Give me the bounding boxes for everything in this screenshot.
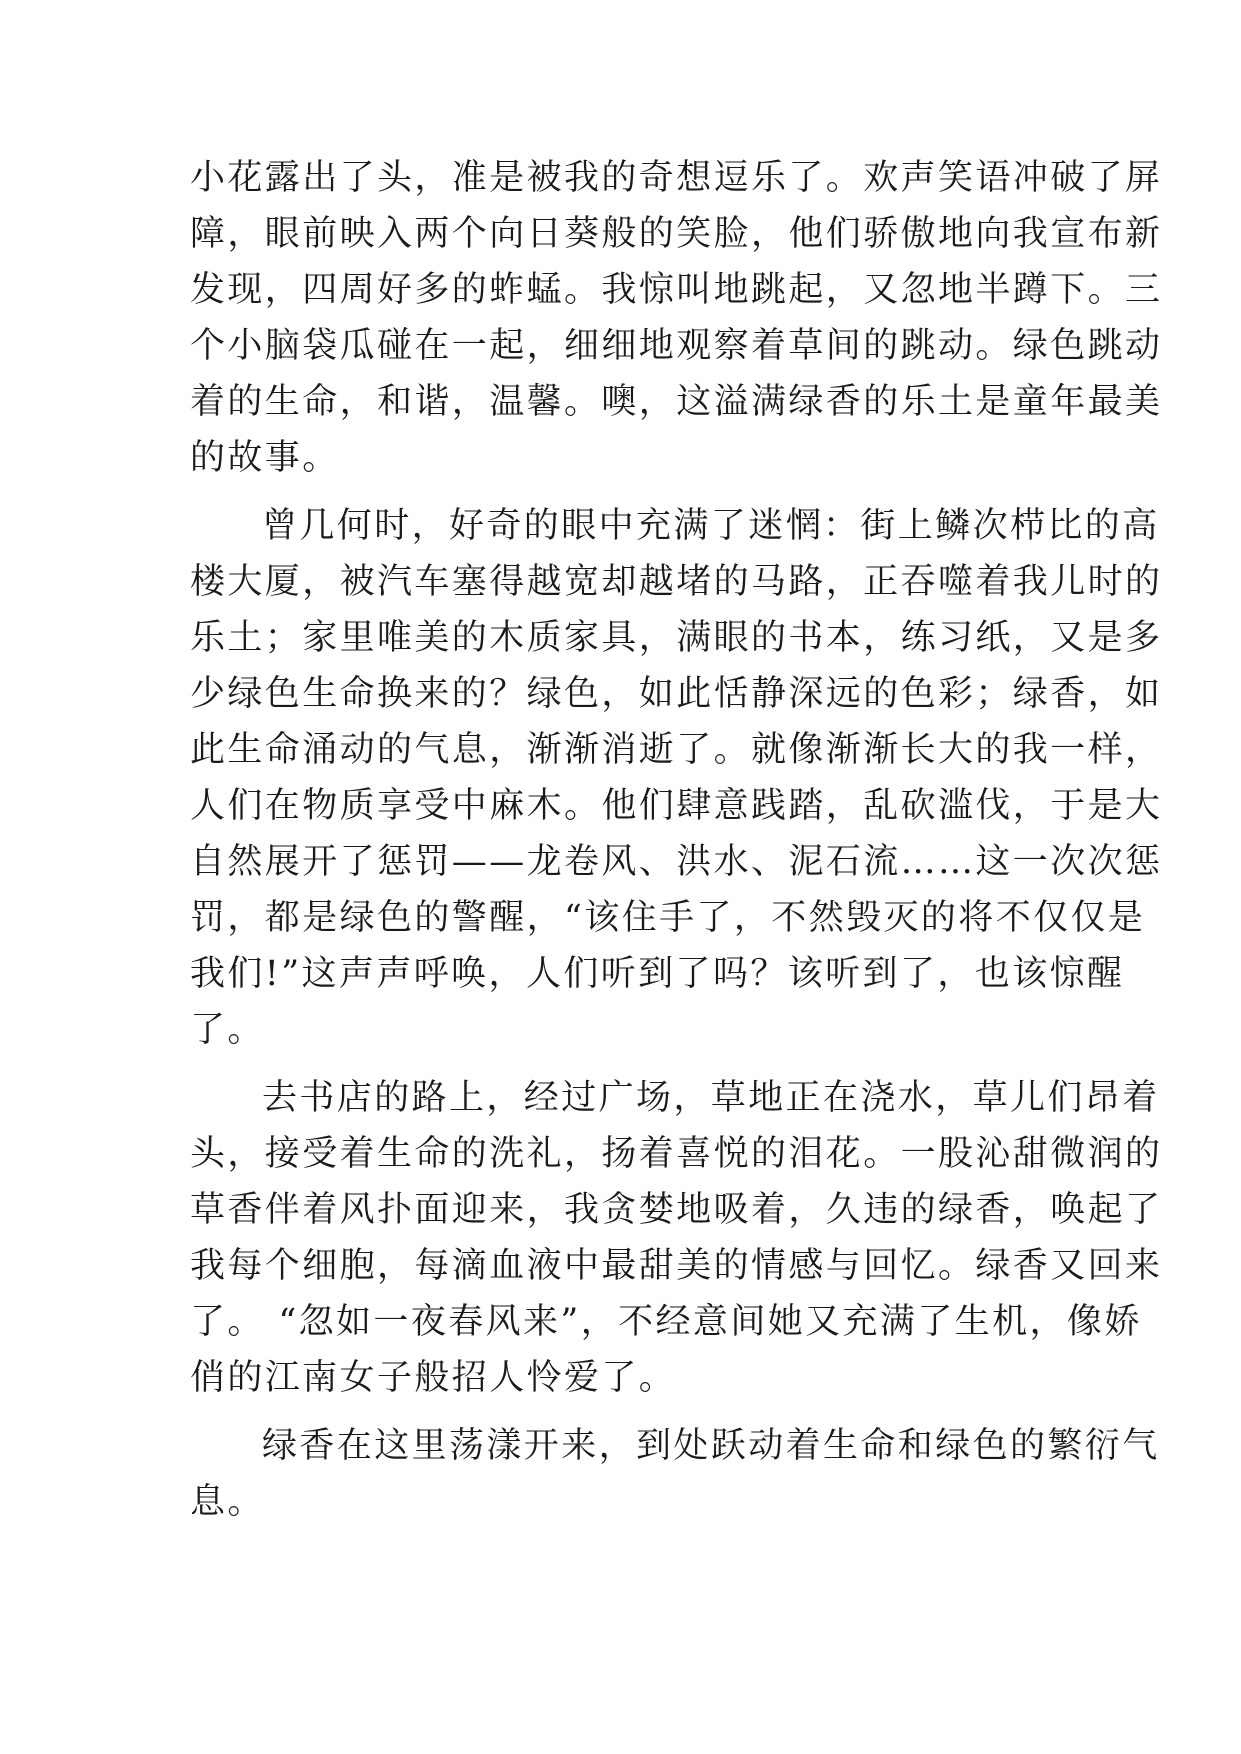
text-line: 人们在物质享受中麻木。他们肆意践踏，乱砍滥伐，于是大 (190, 786, 1163, 826)
paragraph-2 (190, 498, 1163, 1058)
document-body (190, 150, 1163, 1530)
text-line: 了。 “忽如一夜春风来”，不经意间她又充满了生机，像娇 (190, 1302, 1142, 1342)
text-line: 此生命涌动的气息，渐渐消逝了。就像渐渐长大的我一样， (190, 730, 1163, 770)
text-line: 息。 (190, 1482, 265, 1522)
text-line: 俏的江南女子般招人怜爱了。 (190, 1358, 677, 1398)
text-line: 去书店的路上，经过广场，草地正在浇水，草儿们昂着 (262, 1078, 1160, 1118)
text-line: 障，眼前映入两个向日葵般的笑脸，他们骄傲地向我宣布新 (190, 214, 1163, 254)
text-line: 我每个细胞，每滴血液中最甜美的情感与回忆。绿香又回来 (190, 1246, 1163, 1286)
text-line: 少绿色生命换来的？绿色，如此恬静深远的色彩；绿香，如 (190, 674, 1163, 714)
paragraph-3 (190, 1070, 1163, 1406)
paragraph-1 (190, 150, 1163, 486)
text-line: 绿香在这里荡漾开来，到处跃动着生命和绿色的繁衍气 (262, 1426, 1160, 1466)
text-line: 头，接受着生命的洗礼，扬着喜悦的泪花。一股沁甜微润的 (190, 1134, 1163, 1174)
text-line: 自然展开了惩罚——龙卷风、洪水、泥石流……这一次次惩 (190, 842, 1163, 882)
text-line: 的故事。 (190, 438, 340, 478)
paragraph-4 (190, 1418, 1160, 1530)
text-line: 发现，四周好多的蚱蜢。我惊叫地跳起，又忽地半蹲下。三 (190, 270, 1163, 310)
text-line: 小花露出了头，准是被我的奇想逗乐了。欢声笑语冲破了屏 (190, 158, 1163, 198)
text-line: 个小脑袋瓜碰在一起，细细地观察着草间的跳动。绿色跳动 (190, 326, 1163, 366)
text-line: 草香伴着风扑面迎来，我贪婪地吸着，久违的绿香，唤起了 (190, 1190, 1163, 1230)
text-line: 罚，都是绿色的警醒，“该住手了，不然毁灭的将不仅仅是 (190, 898, 1146, 938)
text-line: 着的生命，和谐，温馨。噢，这溢满绿香的乐土是童年最美 (190, 382, 1163, 422)
text-line: 乐土；家里唯美的木质家具，满眼的书本，练习纸，又是多 (190, 618, 1163, 658)
text-line: 楼大厦，被汽车塞得越宽却越堵的马路，正吞噬着我儿时的 (190, 562, 1163, 602)
text-line: 我们!”这声声呼唤，人们听到了吗？该听到了，也该惊醒 (190, 954, 1125, 994)
text-line: 曾几何时，好奇的眼中充满了迷惘：街上鳞次栉比的高 (262, 506, 1160, 546)
text-line: 了。 (190, 1010, 265, 1050)
